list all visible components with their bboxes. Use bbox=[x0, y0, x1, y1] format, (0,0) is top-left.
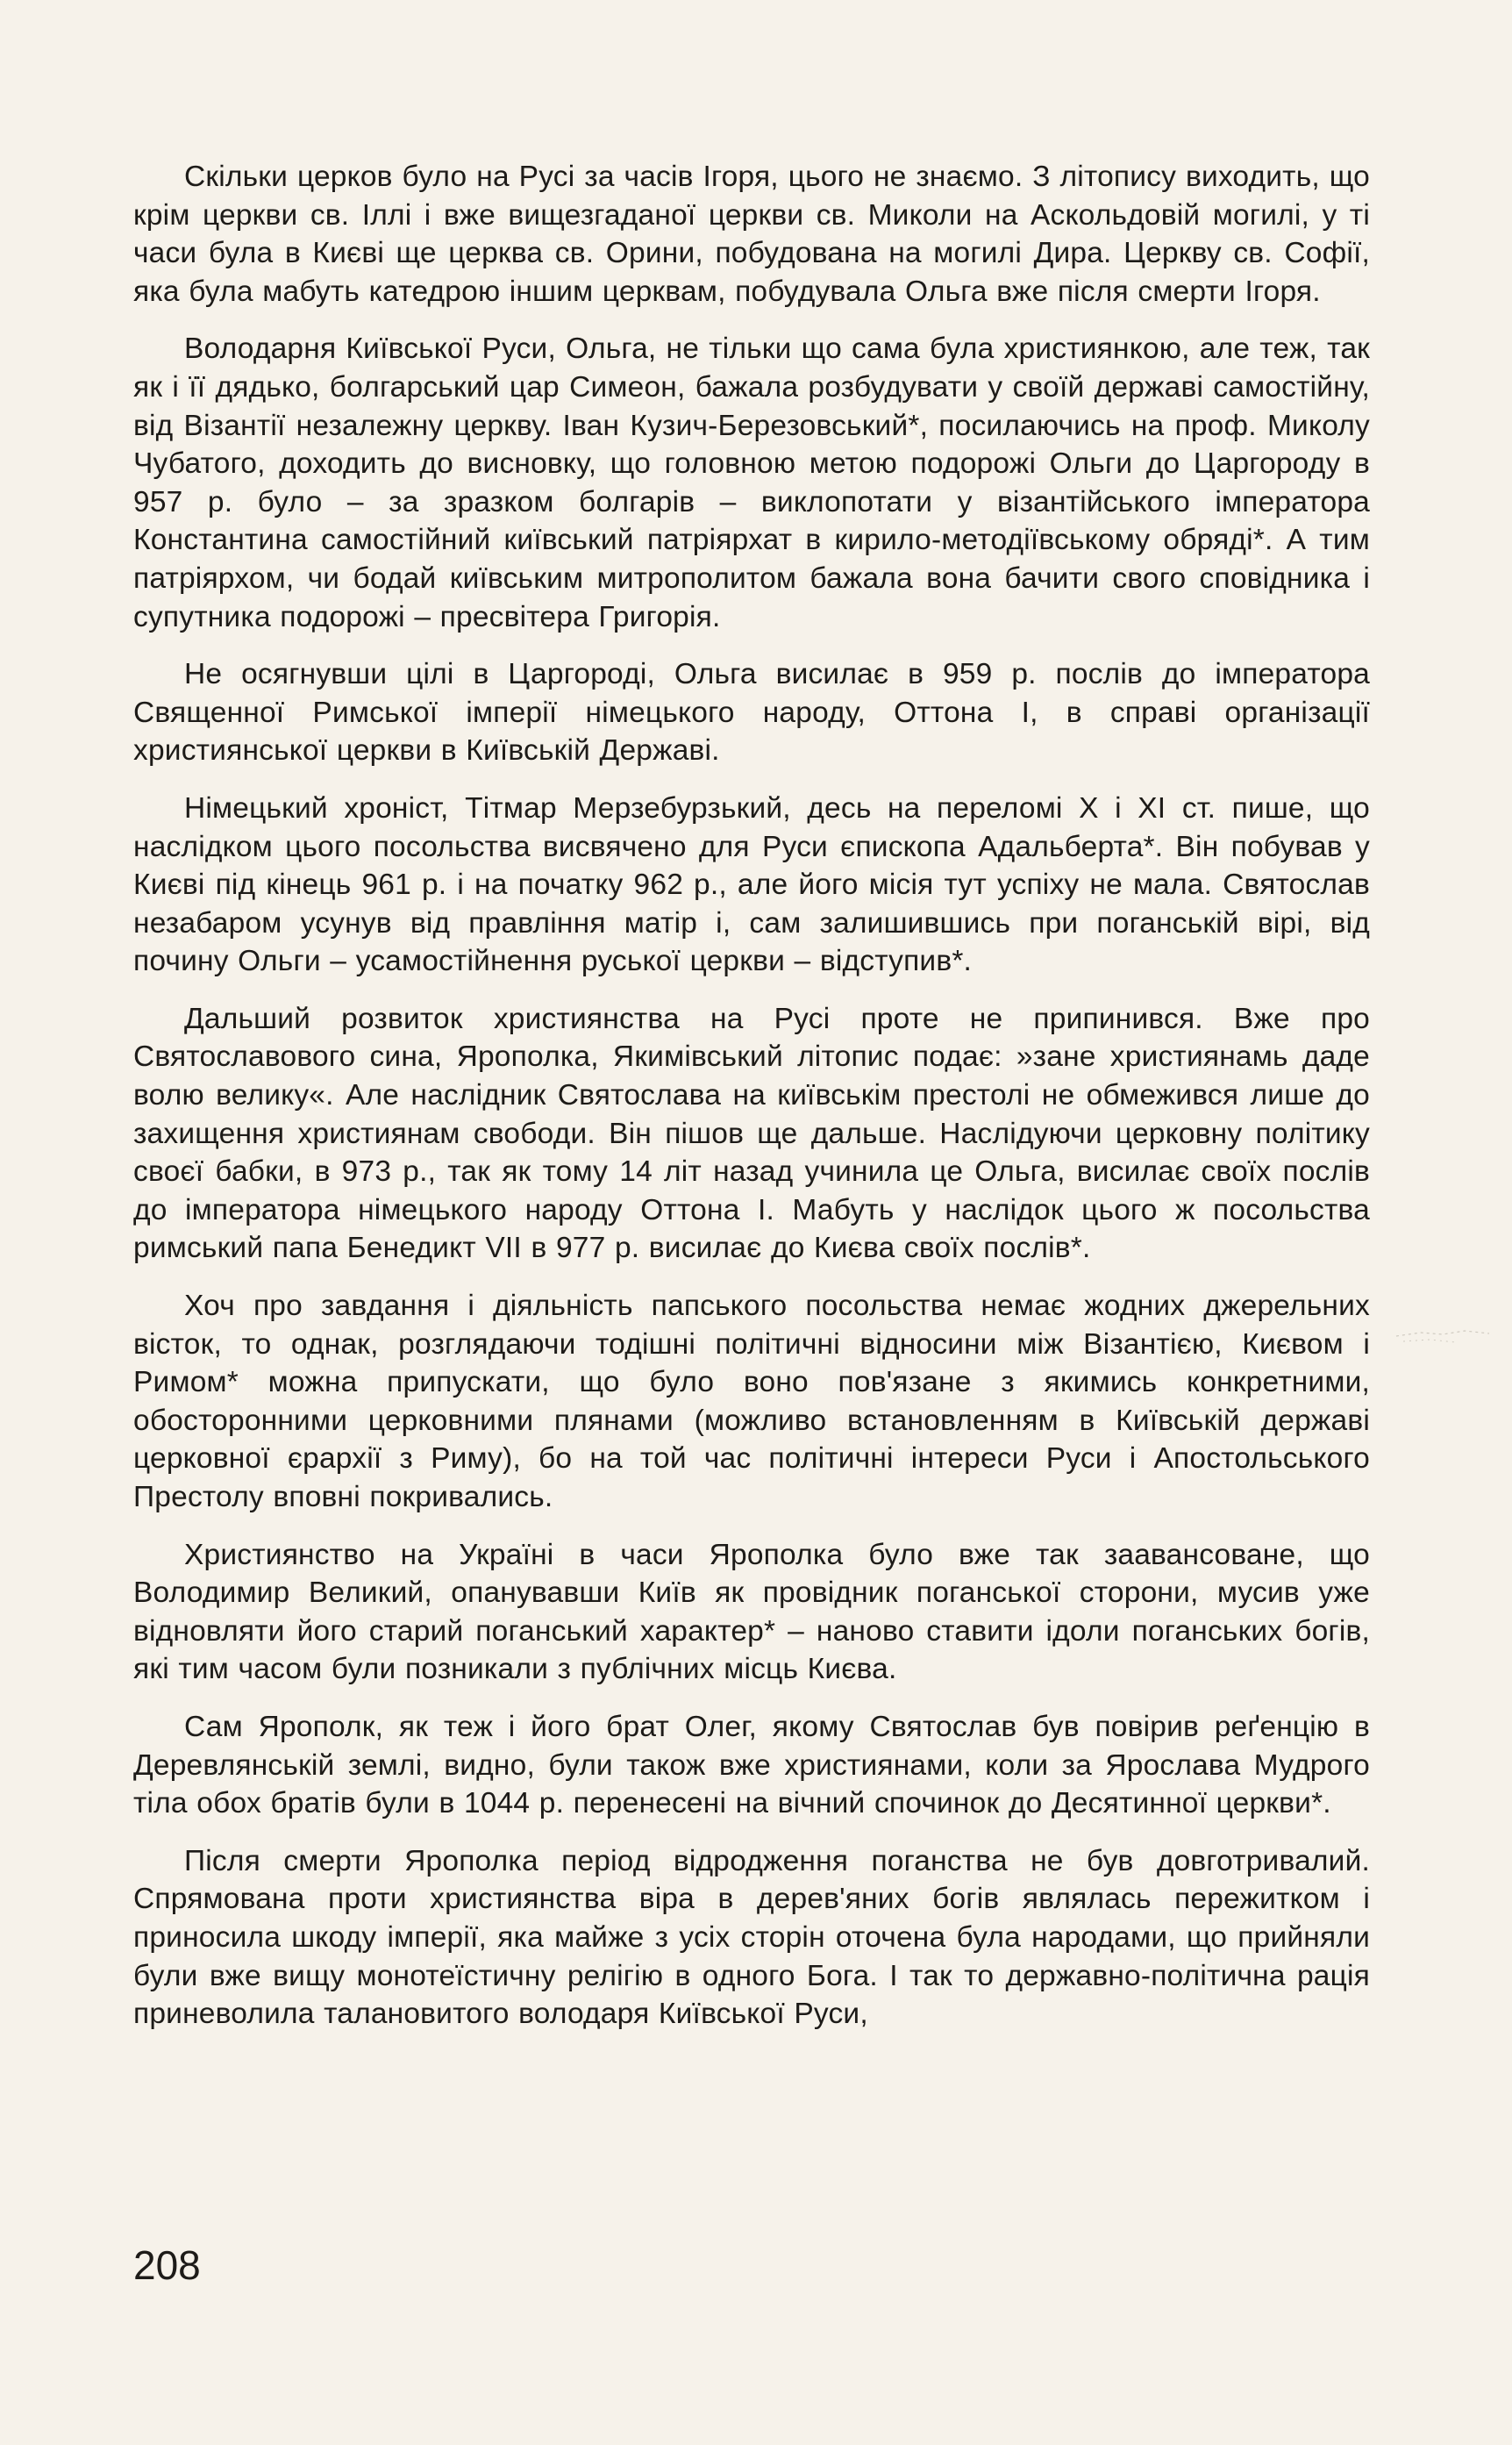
page-number: 208 bbox=[133, 2242, 201, 2288]
document-body bbox=[133, 158, 1370, 2053]
paragraph-2: Володарня Київської Руси, Ольга, не тільки що сама була християнкою, але теж, так як і її дядько, болгарський цар Симеон, бажала розбудувати у своїй державі самостійну, від Візантії незалежну церкву. Іван Кузич-Березовський*, посилаючись на проф. Миколу Чубатого, доходить до висновку, що головною метою подорожі Ольги до Царгороду в 957 р. було – за зразком болгарів – виклопотати у візантійського імператора Константина самостійний київський патріярхат в кирило-методіївському обряді*. А тим патріярхом, чи бодай київським митрополитом бажала вона бачити свого сповідника і супутника подорожі – пресвітера Григорія. bbox=[133, 332, 1370, 633]
paragraph-5: Дальший розвиток християнства на Русі проте не припинився. Вже про Святославового сина, Ярополка, Якимівський літопис подає: »зане християнамь даде волю велику«. Але наслідник Святослава на київськім престолі не обмежився лише до захищення християнам свободи. Він пішов ще дальше. Наслідуючи церковну політику своєї бабки, в 973 р., так як тому 14 літ назад учинила це Ольга, висилає своїх послів до імператора німецького народу Оттона І. Мабуть у наслідок цього ж посольства римський папа Бенедикт VII в 977 р. висилає до Києва своїх послів*. bbox=[133, 1002, 1370, 1265]
paragraph-7: Християнство на Україні в часи Ярополка було вже так заавансоване, що Володимир Великий, опанувавши Київ як провідник поганської сторони, мусив уже відновляти його старий поганський характер* – наново ставити ідоли поганських богів, які тим часом були позникали з публічних місць Києва. bbox=[133, 1538, 1370, 1686]
paragraph-9: Після смерти Ярополка період відродження поганства не був довготривалий. Спрямована проти християнства віра в дерев'яних богів являлась пережитком і приносила шкоду імперії, яка майже з усіх сторін оточена була народами, що прийняли були вже вищу монотеїстичну релігію в одного Бога. І так то державно-політична рація приневолила талановитого володаря Київської Руси, bbox=[133, 1844, 1370, 2031]
paragraph-8: Сам Ярополк, як теж і його брат Олег, якому Святослав був повірив реґенцію в Деревлянській землі, видно, були також вже християнами, коли за Ярослава Мудрого тіла обох братів були в 1044 р. перенесені на вічний спочинок до Десятинної церкви*. bbox=[133, 1710, 1370, 1820]
paper-speck-mark bbox=[1394, 1320, 1491, 1347]
paragraph-3: Не осягнувши цілі в Царгороді, Ольга висилає в 959 р. послів до імператора Священної Римської імперії німецького народу, Оттона І, в справі організації християнської церкви в Київській Державі. bbox=[133, 658, 1370, 768]
paragraph-4: Німецький хроніст, Тітмар Мерзебурзький, десь на переломі X і XI ст. пише, що наслідком цього посольства висвячено для Руси єпископа Адальберта*. Він побував у Києві під кінець 961 р. і на початку 962 р., але його місія тут успіху не мала. Святослав незабаром усунув від правління матір і, сам залишившись при поганській вірі, від почину Ольги – усамостійнення руської церкви – відступив*. bbox=[133, 791, 1370, 978]
paragraph-6: Хоч про завдання і діяльність папського посольства немає жодних джерельних вісток, то однак, розглядаючи тодішні політичні відносини між Візантією, Києвом і Римом* можна припускати, що було воно пов'язане з якимись конкретними, обосторонними церковними плянами (можливо встановленням в Київській державі церковної єрархії з Риму), бо на той час політичні інтереси Руси і Апостольського Престолу вповні покривались. bbox=[133, 1290, 1370, 1513]
paragraph-1: Скільки церков було на Русі за часів Ігоря, цього не знаємо. З літопису виходить, що крім церкви св. Іллі і вже вищезгаданої церкви св. Миколи на Аскольдовій могилі, у ті часи була в Києві ще церква св. Орини, побудована на могилі Дира. Церкву св. Софії, яка була мабуть катедрою іншим церквам, побудувала Ольга вже після смерти Ігоря. bbox=[133, 161, 1370, 308]
